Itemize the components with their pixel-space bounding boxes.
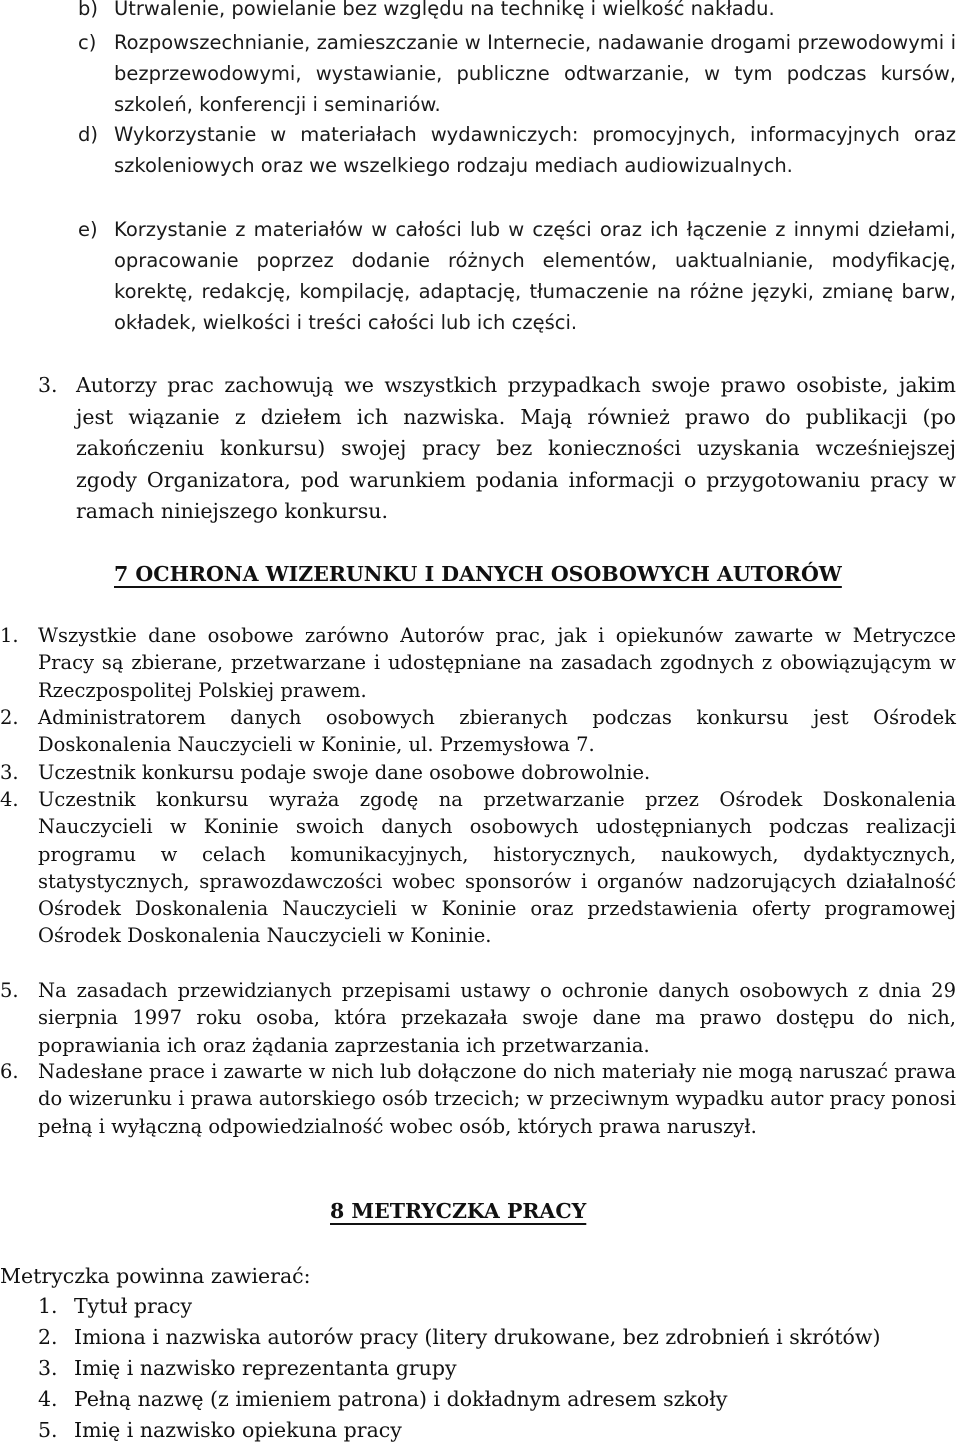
list-item-text: Autorzy prac zachowują we wszystkich przypadkach swoje prawo osobiste, jakim jest wiązanie z dziełem ich nazwiska. Mają również prawo do publikacji (po zakończeniu konkursu) swojej pracy bez konieczności uzyskania wcześniejszej zgody Organizatora, pod warunkiem podania informacji o przygotowaniu pracy w ramach niniejszego konkursu. — [76, 373, 956, 523]
list-item-text: Uczestnik konkursu podaje swoje dane osobowe dobrowolnie. — [38, 761, 651, 784]
metryczka-item-5 — [38, 1415, 956, 1446]
list-item-text: Utrwalenie, powielanie bez względu na technikę i wielkość nakładu. — [114, 0, 775, 20]
metryczka-intro: Metryczka powinna zawierać: — [0, 1264, 311, 1288]
section-7-item-4 — [0, 786, 956, 950]
section-7-item-3 — [0, 759, 956, 786]
list-item-text: Imiona i nazwiska autorów pracy (litery drukowane, bez zdrobnień i skrótów) — [74, 1325, 881, 1349]
section-7-heading: 7 OCHRONA WIZERUNKU I DANYCH OSOBOWYCH AUTORÓW — [114, 562, 842, 586]
list-item-label: 3. — [38, 1356, 58, 1380]
list-item-c — [78, 27, 956, 120]
list-item-label: d) — [78, 123, 98, 146]
metryczka-item-1 — [38, 1291, 956, 1322]
list-item-d — [78, 119, 956, 181]
list-item-label: 3. — [38, 373, 58, 397]
list-item-b — [78, 0, 956, 24]
paragraph-item-3 — [38, 370, 956, 528]
list-item-text: Na zasadach przewidzianych przepisami ustawy o ochronie danych osobowych z dnia 29 sierpnia 1997 roku osoba, która przekazała swoje dane ma prawo dostępu do nich, poprawiania ich oraz żądania zaprzestania ich przetwarzania. — [38, 979, 956, 1057]
section-7-item-2 — [0, 704, 956, 759]
section-7-item-1 — [0, 622, 956, 704]
list-item-text: Pełną nazwę (z imieniem patrona) i dokładnym adresem szkoły — [74, 1387, 728, 1411]
list-item-text: Wszystkie dane osobowe zarówno Autorów prac, jak i opiekunów zawarte w Metryczce Pracy są zbierane, przetwarzane i udostępniane na zasadach zgodnych z obowiązującym w Rzeczpospolitej Polskiej prawem. — [38, 624, 956, 702]
metryczka-item-3 — [38, 1353, 956, 1384]
list-item-label: 2. — [0, 706, 19, 729]
list-item-label: 5. — [0, 979, 19, 1002]
list-item-label: c) — [78, 31, 97, 54]
list-item-label: 6. — [0, 1060, 19, 1083]
metryczka-item-4 — [38, 1384, 956, 1415]
list-item-text: Korzystanie z materiałów w całości lub w części oraz ich łączenie z innymi dziełami, opracowanie poprzez dodanie różnych elementów, uaktualnianie, modyfikację, korektę, redakcję, kompilację, adaptację, tłumaczenie na różne języki, zmianę barw, okładek, wielkości i treści całości lub ich części. — [114, 218, 956, 334]
list-item-label: 4. — [0, 788, 19, 811]
list-item-text: Administratorem danych osobowych zbieranych podczas konkursu jest Ośrodek Doskonalenia Nauczycieli w Koninie, ul. Przemysłowa 7. — [38, 706, 956, 757]
list-item-text: Nadesłane prace i zawarte w nich lub dołączone do nich materiały nie mogą naruszać prawa do wizerunku i prawa autorskiego osób trzecich; w przeciwnym wypadku autor pracy ponosi pełną i wyłączną odpowiedzialność wobec osób, których prawa naruszył. — [38, 1060, 956, 1138]
list-item-label: 2. — [38, 1325, 58, 1349]
list-item-text: Uczestnik konkursu wyraża zgodę na przetwarzanie przez Ośrodek Doskonalenia Nauczycieli w Koninie swoich danych osobowych udostępnianych podczas realizacji programu w celach komunikacyjnych, historycznych, naukowych, dydaktycznych, statystycznych, sprawozdawczości wobec sponsorów i organów nadzorujących działalność Ośrodek Doskonalenia Nauczycieli w Koninie oraz przedstawienia oferty programowej Ośrodek Doskonalenia Nauczycieli w Koninie. — [38, 788, 956, 948]
list-item-label: 1. — [0, 624, 19, 647]
list-item-text: Imię i nazwisko reprezentanta grupy — [74, 1356, 457, 1380]
list-item-text: Imię i nazwisko opiekuna pracy — [74, 1418, 402, 1442]
list-item-label: 5. — [38, 1418, 58, 1442]
list-item-label: 1. — [38, 1294, 58, 1318]
list-item-label: 4. — [38, 1387, 58, 1411]
metryczka-item-2 — [38, 1322, 956, 1353]
section-8-heading: 8 METRYCZKA PRACY — [330, 1199, 587, 1223]
list-item-e — [78, 214, 956, 338]
list-item-text: Rozpowszechnianie, zamieszczanie w Internecie, nadawanie drogami przewodowymi i bezprzewodowymi, wystawianie, publiczne odtwarzanie, w tym podczas kursów, szkoleń, konferencji i seminariów. — [114, 31, 956, 116]
list-item-label: b) — [78, 0, 98, 20]
list-item-text: Wykorzystanie w materiałach wydawniczych: promocyjnych, informacyjnych oraz szkoleniowych oraz we wszelkiego rodzaju mediach audiowizualnych. — [114, 123, 956, 177]
list-item-label: 3. — [0, 761, 19, 784]
list-item-label: e) — [78, 218, 98, 241]
list-item-text: Tytuł pracy — [74, 1294, 193, 1318]
section-7-item-6 — [0, 1058, 956, 1140]
section-7-item-5 — [0, 977, 956, 1059]
